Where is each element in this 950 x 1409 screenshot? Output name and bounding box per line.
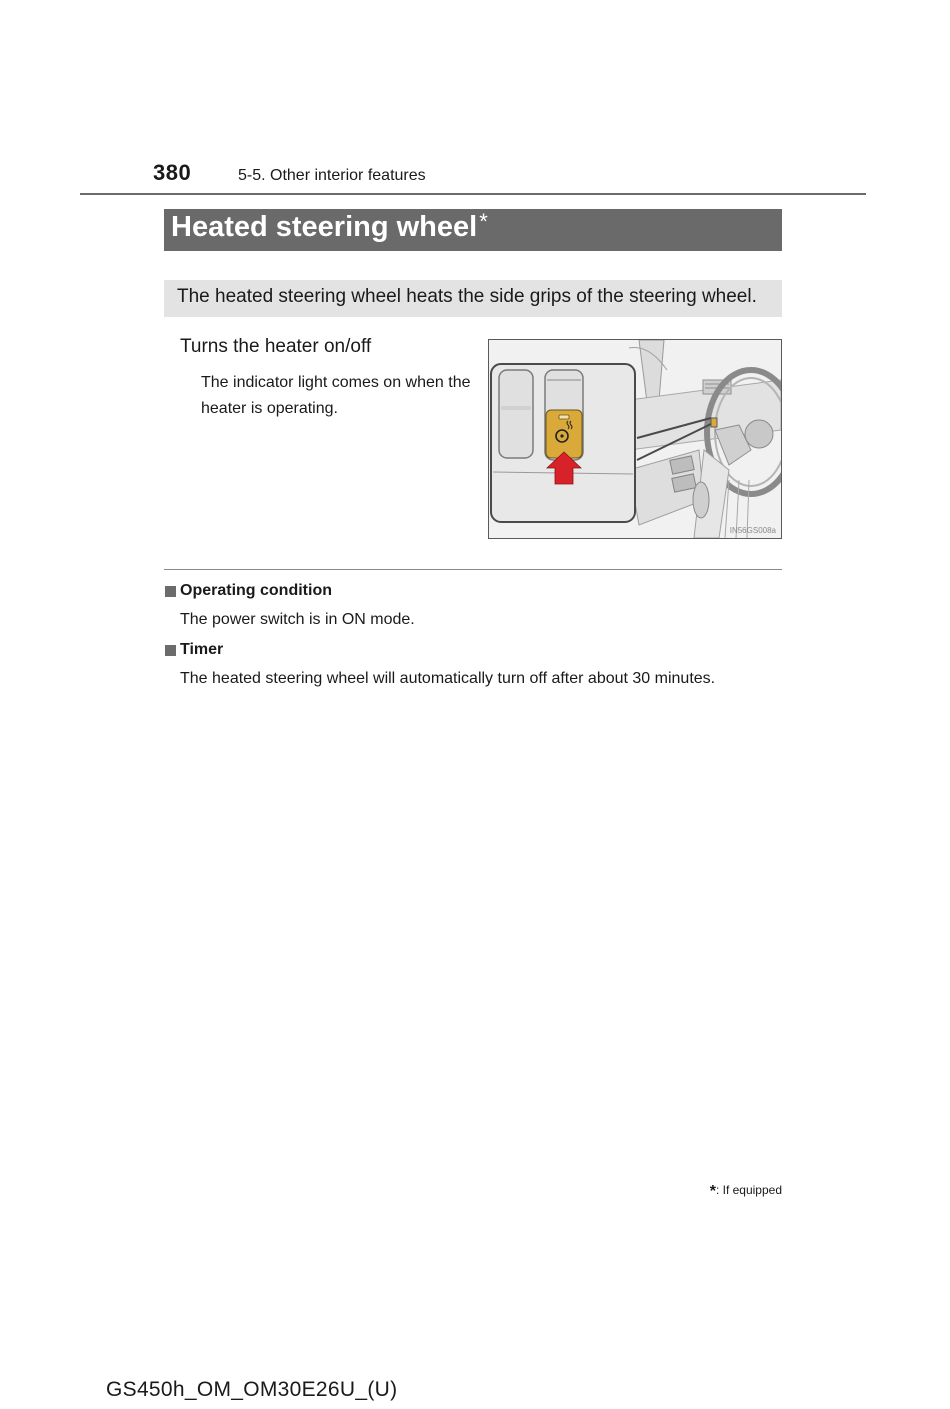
operating-condition-heading [165, 582, 332, 600]
page-number: 380 [153, 160, 192, 185]
summary-box [164, 280, 782, 317]
footnote-text: : If equipped [715, 1183, 782, 1197]
step-note: The indicator light comes on when the heater is operating. [201, 374, 471, 417]
header-rule [80, 193, 866, 195]
if-equipped-marker: * [479, 209, 488, 234]
switch-location-figure [488, 339, 782, 539]
step-heading: Turns the heater on/off [180, 336, 372, 357]
document-code: GS450h_OM_OM30E26U_(U) [106, 1378, 398, 1401]
square-bullet-icon [165, 586, 176, 597]
footnote-marker: * [709, 1183, 716, 1200]
page-title-text: Heated steering wheel [171, 211, 478, 243]
timer-text: The heated steering wheel will automatically turn off after about 30 minutes. [180, 670, 716, 687]
timer-heading [165, 641, 223, 659]
footnote [710, 1183, 782, 1201]
figure-code: IN56GS008a [729, 526, 776, 535]
square-bullet-icon [165, 645, 176, 656]
section-label: 5-5. Other interior features [238, 167, 426, 184]
dashboard-illustration [489, 340, 781, 538]
section-divider [164, 569, 782, 570]
timer-heading-text: Timer [180, 641, 224, 658]
page-title [171, 211, 488, 244]
summary-text: The heated steering wheel heats the side grips of the steering wheel. [177, 286, 757, 307]
operating-condition-heading-text: Operating condition [180, 582, 332, 599]
title-bar [164, 209, 782, 251]
operating-condition-text: The power switch is in ON mode. [180, 611, 415, 628]
